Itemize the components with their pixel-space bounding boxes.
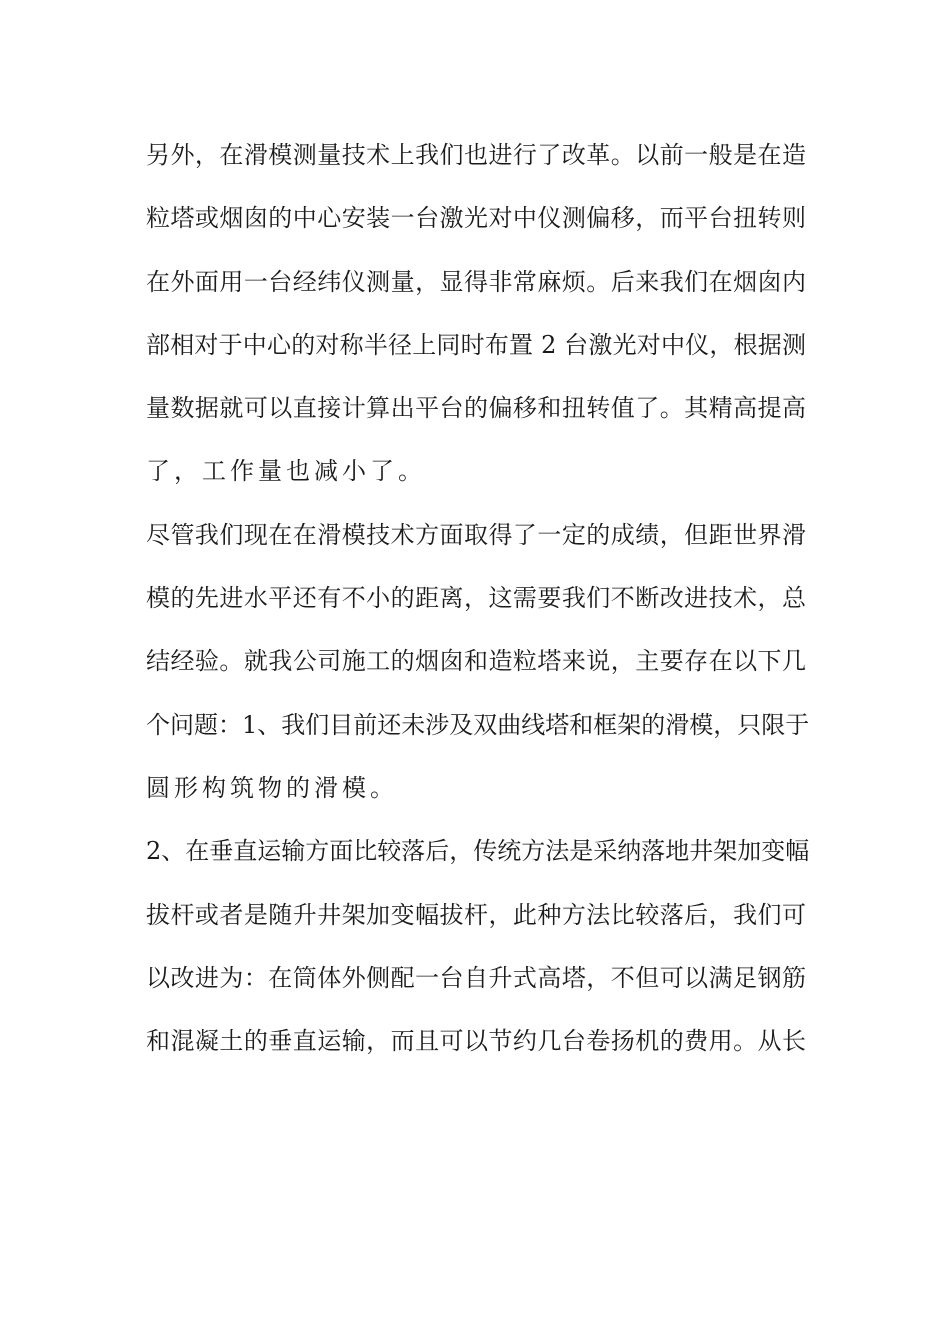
text-line: 圆形构筑物的滑模。 (146, 773, 398, 802)
text-line: 了，工作量也减小了。 (146, 457, 426, 486)
text-line: 量数据就可以直接计算出平台的偏移和扭转值了。其精高提高 (146, 394, 806, 423)
text-line: 部相对于中心的对称半径上同时布置 2 台激光对中仪，根据测 (146, 330, 806, 359)
text-line: 和混凝土的垂直运输，而且可以节约几台卷扬机的费用。从长 (146, 1027, 806, 1056)
body-text (146, 124, 810, 1073)
text-line: 以改进为：在筒体外侧配一台自升式高塔，不但可以满足钢筋 (146, 963, 806, 992)
text-line: 拔杆或者是随升井架加变幅拔杆，此种方法比较落后，我们可 (146, 900, 806, 929)
text-line: 尽管我们现在在滑模技术方面取得了一定的成绩，但距世界滑 (146, 520, 806, 549)
text-line: 另外，在滑模测量技术上我们也进行了改革。以前一般是在造 (146, 141, 806, 169)
text-line: 个问题：1、我们目前还未涉及双曲线塔和框架的滑模，只限于 (146, 710, 810, 739)
paragraph-problems (146, 504, 810, 820)
text-line: 在外面用一台经纬仪测量，显得非常麻烦。后来我们在烟囱内 (146, 267, 806, 296)
text-line: 2、在垂直运输方面比较落后，传统方法是采纳落地井架加变幅 (146, 837, 810, 866)
text-line: 模的先进水平还有不小的距离，这需要我们不断改进技术，总 (146, 584, 806, 613)
text-line: 粒塔或烟囱的中心安装一台激光对中仪测偏移，而平台扭转则 (146, 204, 806, 233)
text-line: 结经验。就我公司施工的烟囱和造粒塔来说，主要存在以下几 (146, 647, 806, 676)
paragraph-measurement (146, 124, 806, 504)
paragraph-vertical-transport (146, 820, 810, 1073)
